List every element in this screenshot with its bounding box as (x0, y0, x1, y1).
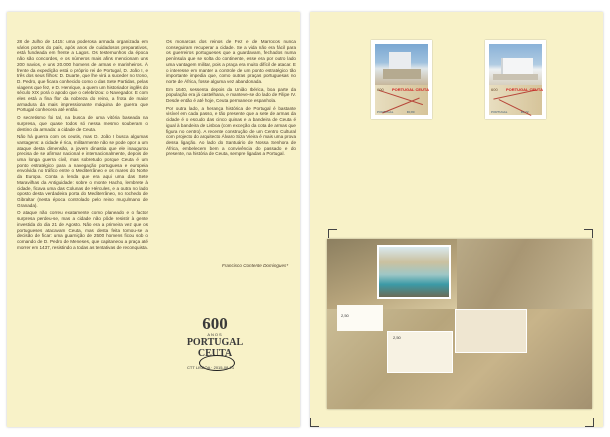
sheet-engraving-tile (457, 239, 592, 309)
sheet-value: 2,50 (341, 313, 349, 318)
paragraph: Não há guerra com os ceutis, mas D. João I busca algumas vantagens: a cidade é rica, militarmente não se pode opor a um ataque desta dimensão, a jovem dinastia que ele inaugurou precisa de se afirmar nacional e internacionalmente, depois de uma longa guerra civil, mas sobretudo porque Ceuta é um ponto estratégico para a navegação portuguesa e europeia envolvida no tráfico entre o Mediterrâneo e os mares do Norte da Europa. Conta a lenda que era aqui uma das Sete Maravilhas da Antiguidade: sobre o monte Hacho, lembrete à cidade, ficava uma das Colunas de Hércules, e a outra no lado oposto desta verdadeira porta do Mediterrâneo, no rochedo de Gibraltar (nesta época controlado pelo reino muçulmano de Granada). (17, 134, 148, 208)
stamp-value: €0,80 (407, 110, 415, 114)
sheet-stamp-right (455, 309, 527, 353)
paragraph: O ataque não correu exatamente como planeado e o factor surpresa perdeu-se, mas a cidade não pôde resistir à gente investida do dia 21 de Agosto. Não era a primeira vez que os portugueses atacavam Ceuta, mas desta feita tomou-se a decisão de ficar: uma guarnição de 2500 homens ficou sob o comando de D. Pedro de Meneses, que capitaneou a praça até morrer em 1437, resistindo a todas as tentativas de reconquista. (17, 210, 148, 250)
paragraph: 28 de Julho de 1415: uma poderosa armada organizada em vários portos do país, após anos de cuidadosos preparativos, está fundeada em frente a Lagos. Os testemunhos da época não são concordes, e os números mais afins mencionam uns 200 navios, e uns 20.000 homens de armas e marinheiros. À frente da expedição está o próprio rei de Portugal, D. João I, e três dos seus filhos: D. Duarte, que lhe virá a suceder no trono, D. Pedro, que ficara conhecido como o das Sete Partidas, pelas viagens que fez, e D. Henrique, a quem um historiador inglês do século XIX porá o apodo que o celebrizou: o Navegador. E com eles está a fina flor da nobreza do reino, a frota de maior armadura da mais impressionante máquina de guerra que Portugal conhecera até então. (17, 39, 148, 113)
author-signature: Francisco Contente Domingues* (222, 263, 289, 268)
crop-mark (328, 229, 337, 238)
stamp-country: PORTUGAL (491, 110, 508, 114)
paragraph: Em 1640, sessenta depois da União Ibérica, boa parte da população era já castelhana, e manteve-se do lado de Filipe IV. Desde então é até hoje, Ceuta permanece espanhola. (166, 86, 296, 104)
crop-mark (585, 418, 594, 427)
souvenir-sheet (327, 239, 592, 409)
paragraph: Por outra lado, a herança histórica de Portugal é bastante visível em cada passo, e tão presente que a sete de armas da cidade é o escudo das cinco quinas e a bandeira de Ceuta é igual à bandeira de Lisboa (com exceção da cota de armas que figura no centro). A recente construção de um Centro Cultural com projecto do arquitecto Álvaro Siza Vieira é mais uma prova dessa ligação. Ao lado do Santuário de Nossa Senhora de África, embelecem bem a convivência do passado e do presente, na história de Ceuta, sempre ligadas a Portugal. (166, 105, 296, 157)
right-text-column (166, 39, 296, 159)
stamp-country: PORTUGAL (377, 110, 394, 114)
stamp-2 (485, 40, 546, 119)
logo-number: 600 (202, 314, 228, 333)
stamp-value: €0,72 (521, 110, 529, 114)
crop-mark (310, 418, 319, 427)
left-text-column (17, 39, 148, 252)
stamp-1 (371, 40, 432, 119)
logo-line-1: PORTUGAL (186, 337, 244, 348)
stamp-anos: 600 (491, 87, 498, 92)
logo-line-2: CEUTA (197, 348, 233, 359)
paragraph: Os monarcas dos reinos de Fez e de Marrocos nunca conseguiram recuperar a cidade. Se a vida não era fácil para os guerreiros portugueses que a guardavam, fechados numa península que se solta do continente, esse era por outro lado uma vantagem militar, pois a praça era muito difícil de atacar. E o interesse em manter a controle de um ponto estratégico tão importante impedia que, como outras praças portuguesas no norte de África, fosse alguma vez abandonada. (166, 39, 296, 84)
anniversary-logo (183, 316, 247, 359)
sheet-value: 2,50 (393, 335, 401, 340)
stamp-photo-fortress (375, 44, 428, 85)
paragraph: O secretismo foi tal, na busca de uma vitória baseada na surpresa, que quase todos só nessa mesmo souberam o destino da armada: a cidade de Ceuta. (17, 115, 148, 132)
stamp-anos: 600 (377, 87, 384, 92)
sheet-value-panel (337, 305, 383, 331)
logo-years: ANOS (207, 332, 223, 337)
stamp-photo-cultural-centre (489, 44, 542, 85)
sheet-photo-walls (377, 245, 451, 299)
postmark: CTT LISBOA · 2015-08-21 (187, 365, 235, 370)
stamp-brand: PORTUGAL CEUTA (392, 87, 429, 92)
crop-mark (584, 229, 593, 238)
stamp-brand: PORTUGAL CEUTA (506, 87, 543, 92)
